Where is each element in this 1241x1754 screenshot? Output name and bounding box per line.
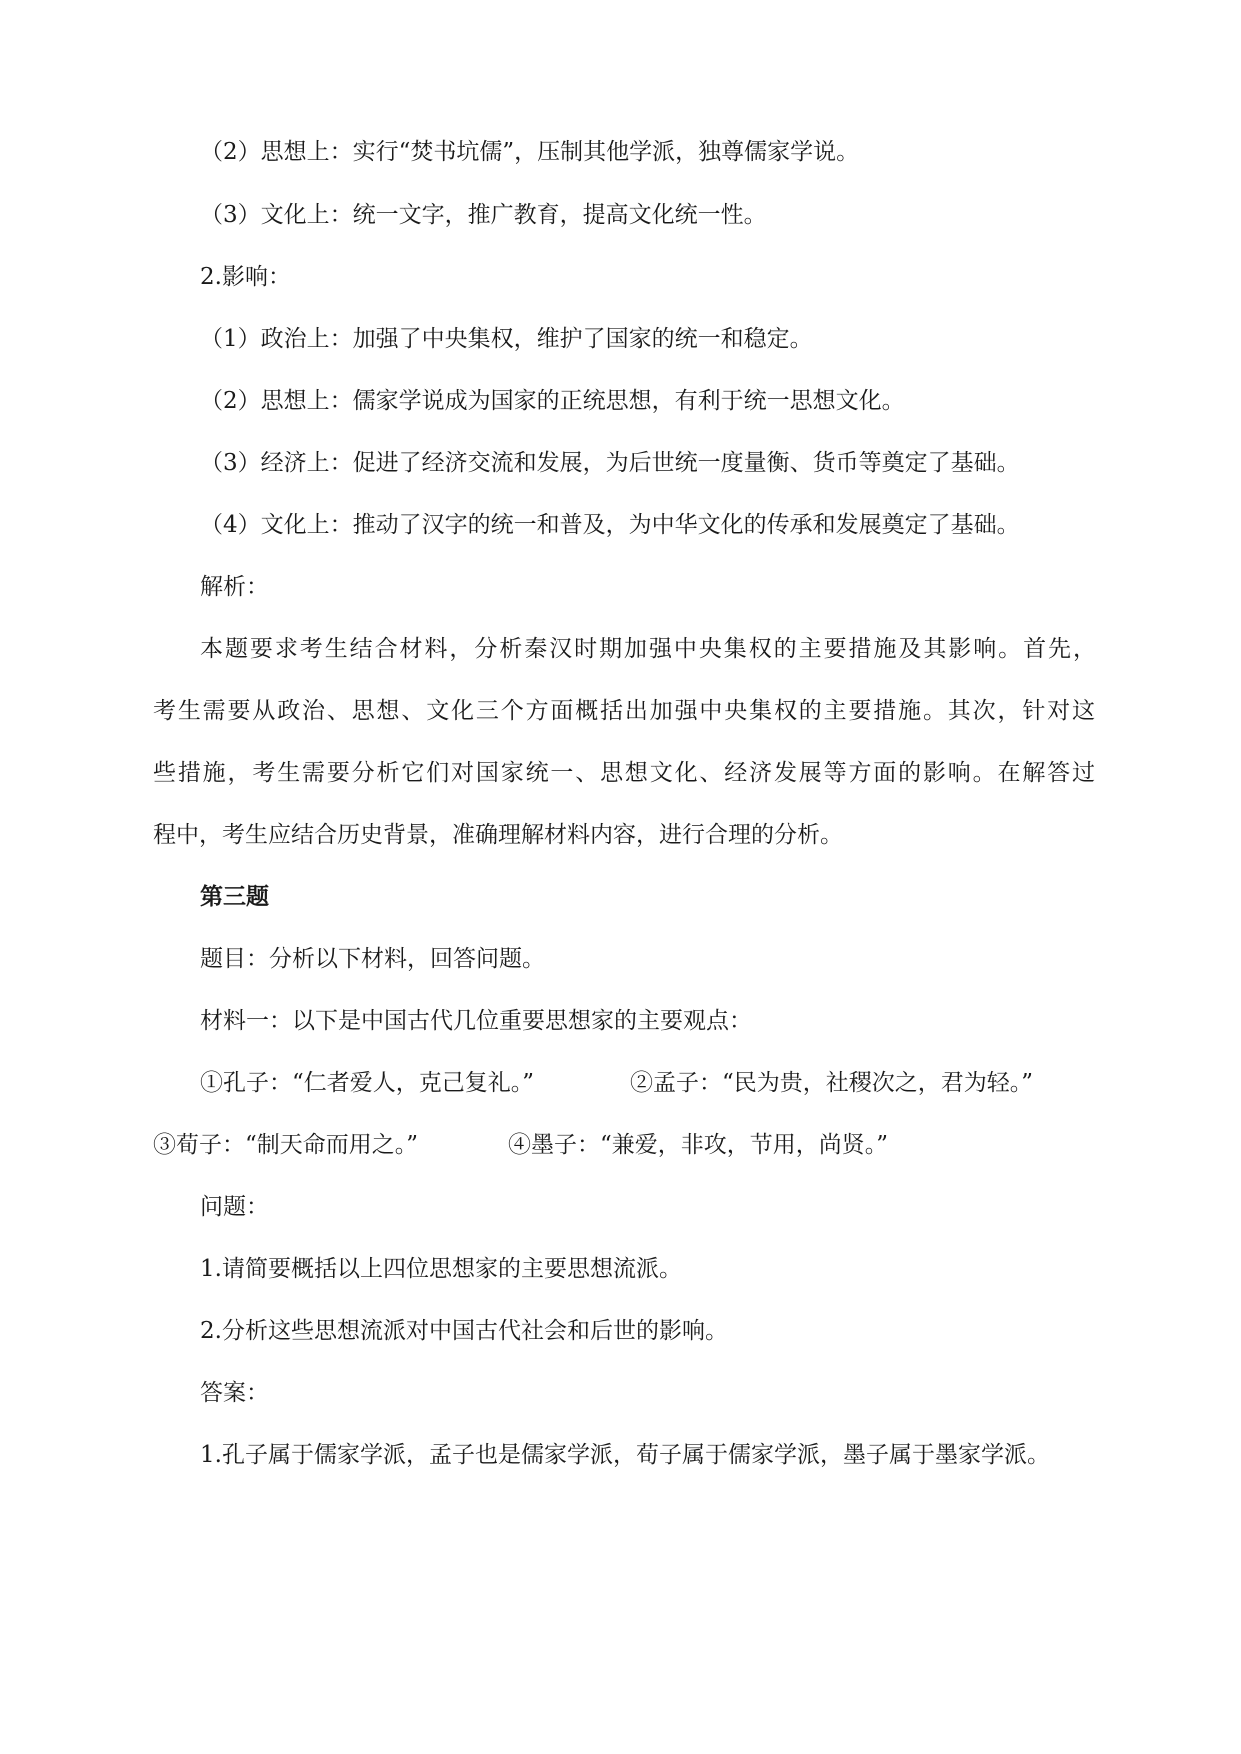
- question-item-2: 2.分析这些思想流派对中国古代社会和后世的影响。: [200, 1318, 728, 1344]
- impact-item-politics: （1）政治上：加强了中央集权，维护了国家的统一和稳定。: [200, 326, 813, 352]
- analysis-paragraph-line: 些措施，考生需要分析它们对国家统一、思想文化、经济发展等方面的影响。在解答过: [153, 760, 1095, 786]
- analysis-paragraph-line: 本题要求考生结合材料，分析秦汉时期加强中央集权的主要措施及其影响。首先，: [200, 636, 1096, 662]
- answer-item-culture: （3）文化上：统一文字，推广教育，提高文化统一性。: [200, 202, 767, 228]
- answer-item-1: 1.孔子属于儒家学派，孟子也是儒家学派，荀子属于儒家学派，墨子属于墨家学派。: [200, 1442, 1050, 1468]
- material-intro: 材料一：以下是中国古代几位重要思想家的主要观点：: [200, 1008, 752, 1034]
- analysis-label: 解析：: [200, 574, 269, 600]
- question-item-1: 1.请简要概括以上四位思想家的主要思想流派。: [200, 1256, 682, 1282]
- impact-item-economy: （3）经济上：促进了经济交流和发展，为后世统一度量衡、货币等奠定了基础。: [200, 450, 1020, 476]
- analysis-paragraph-line: 程中，考生应结合历史背景，准确理解材料内容，进行合理的分析。: [153, 822, 843, 848]
- impact-item-thought: （2）思想上：儒家学说成为国家的正统思想，有利于统一思想文化。: [200, 388, 905, 414]
- quote-confucius: ①孔子：“仁者爱人，克己复礼。”: [200, 1070, 535, 1096]
- section-heading-impact: 2.影响：: [200, 264, 291, 290]
- quote-mozi: ④墨子：“兼爱，非攻，节用，尚贤。”: [508, 1132, 889, 1158]
- analysis-paragraph-line: 考生需要从政治、思想、文化三个方面概括出加强中央集权的主要措施。其次，针对这: [153, 698, 1095, 724]
- question-prompt: 题目：分析以下材料，回答问题。: [200, 946, 545, 972]
- answer-label: 答案：: [200, 1380, 269, 1406]
- question-heading: 第三题: [200, 883, 269, 910]
- impact-item-culture: （4）文化上：推动了汉字的统一和普及，为中华文化的传承和发展奠定了基础。: [200, 512, 1020, 538]
- answer-item-thought: （2）思想上：实行“焚书坑儒”，压制其他学派，独尊儒家学说。: [200, 139, 860, 165]
- quote-xunzi: ③荀子：“制天命而用之。”: [153, 1132, 419, 1158]
- questions-label: 问题：: [200, 1194, 269, 1220]
- quote-mencius: ②孟子：“民为贵，社稷次之，君为轻。”: [630, 1070, 1034, 1096]
